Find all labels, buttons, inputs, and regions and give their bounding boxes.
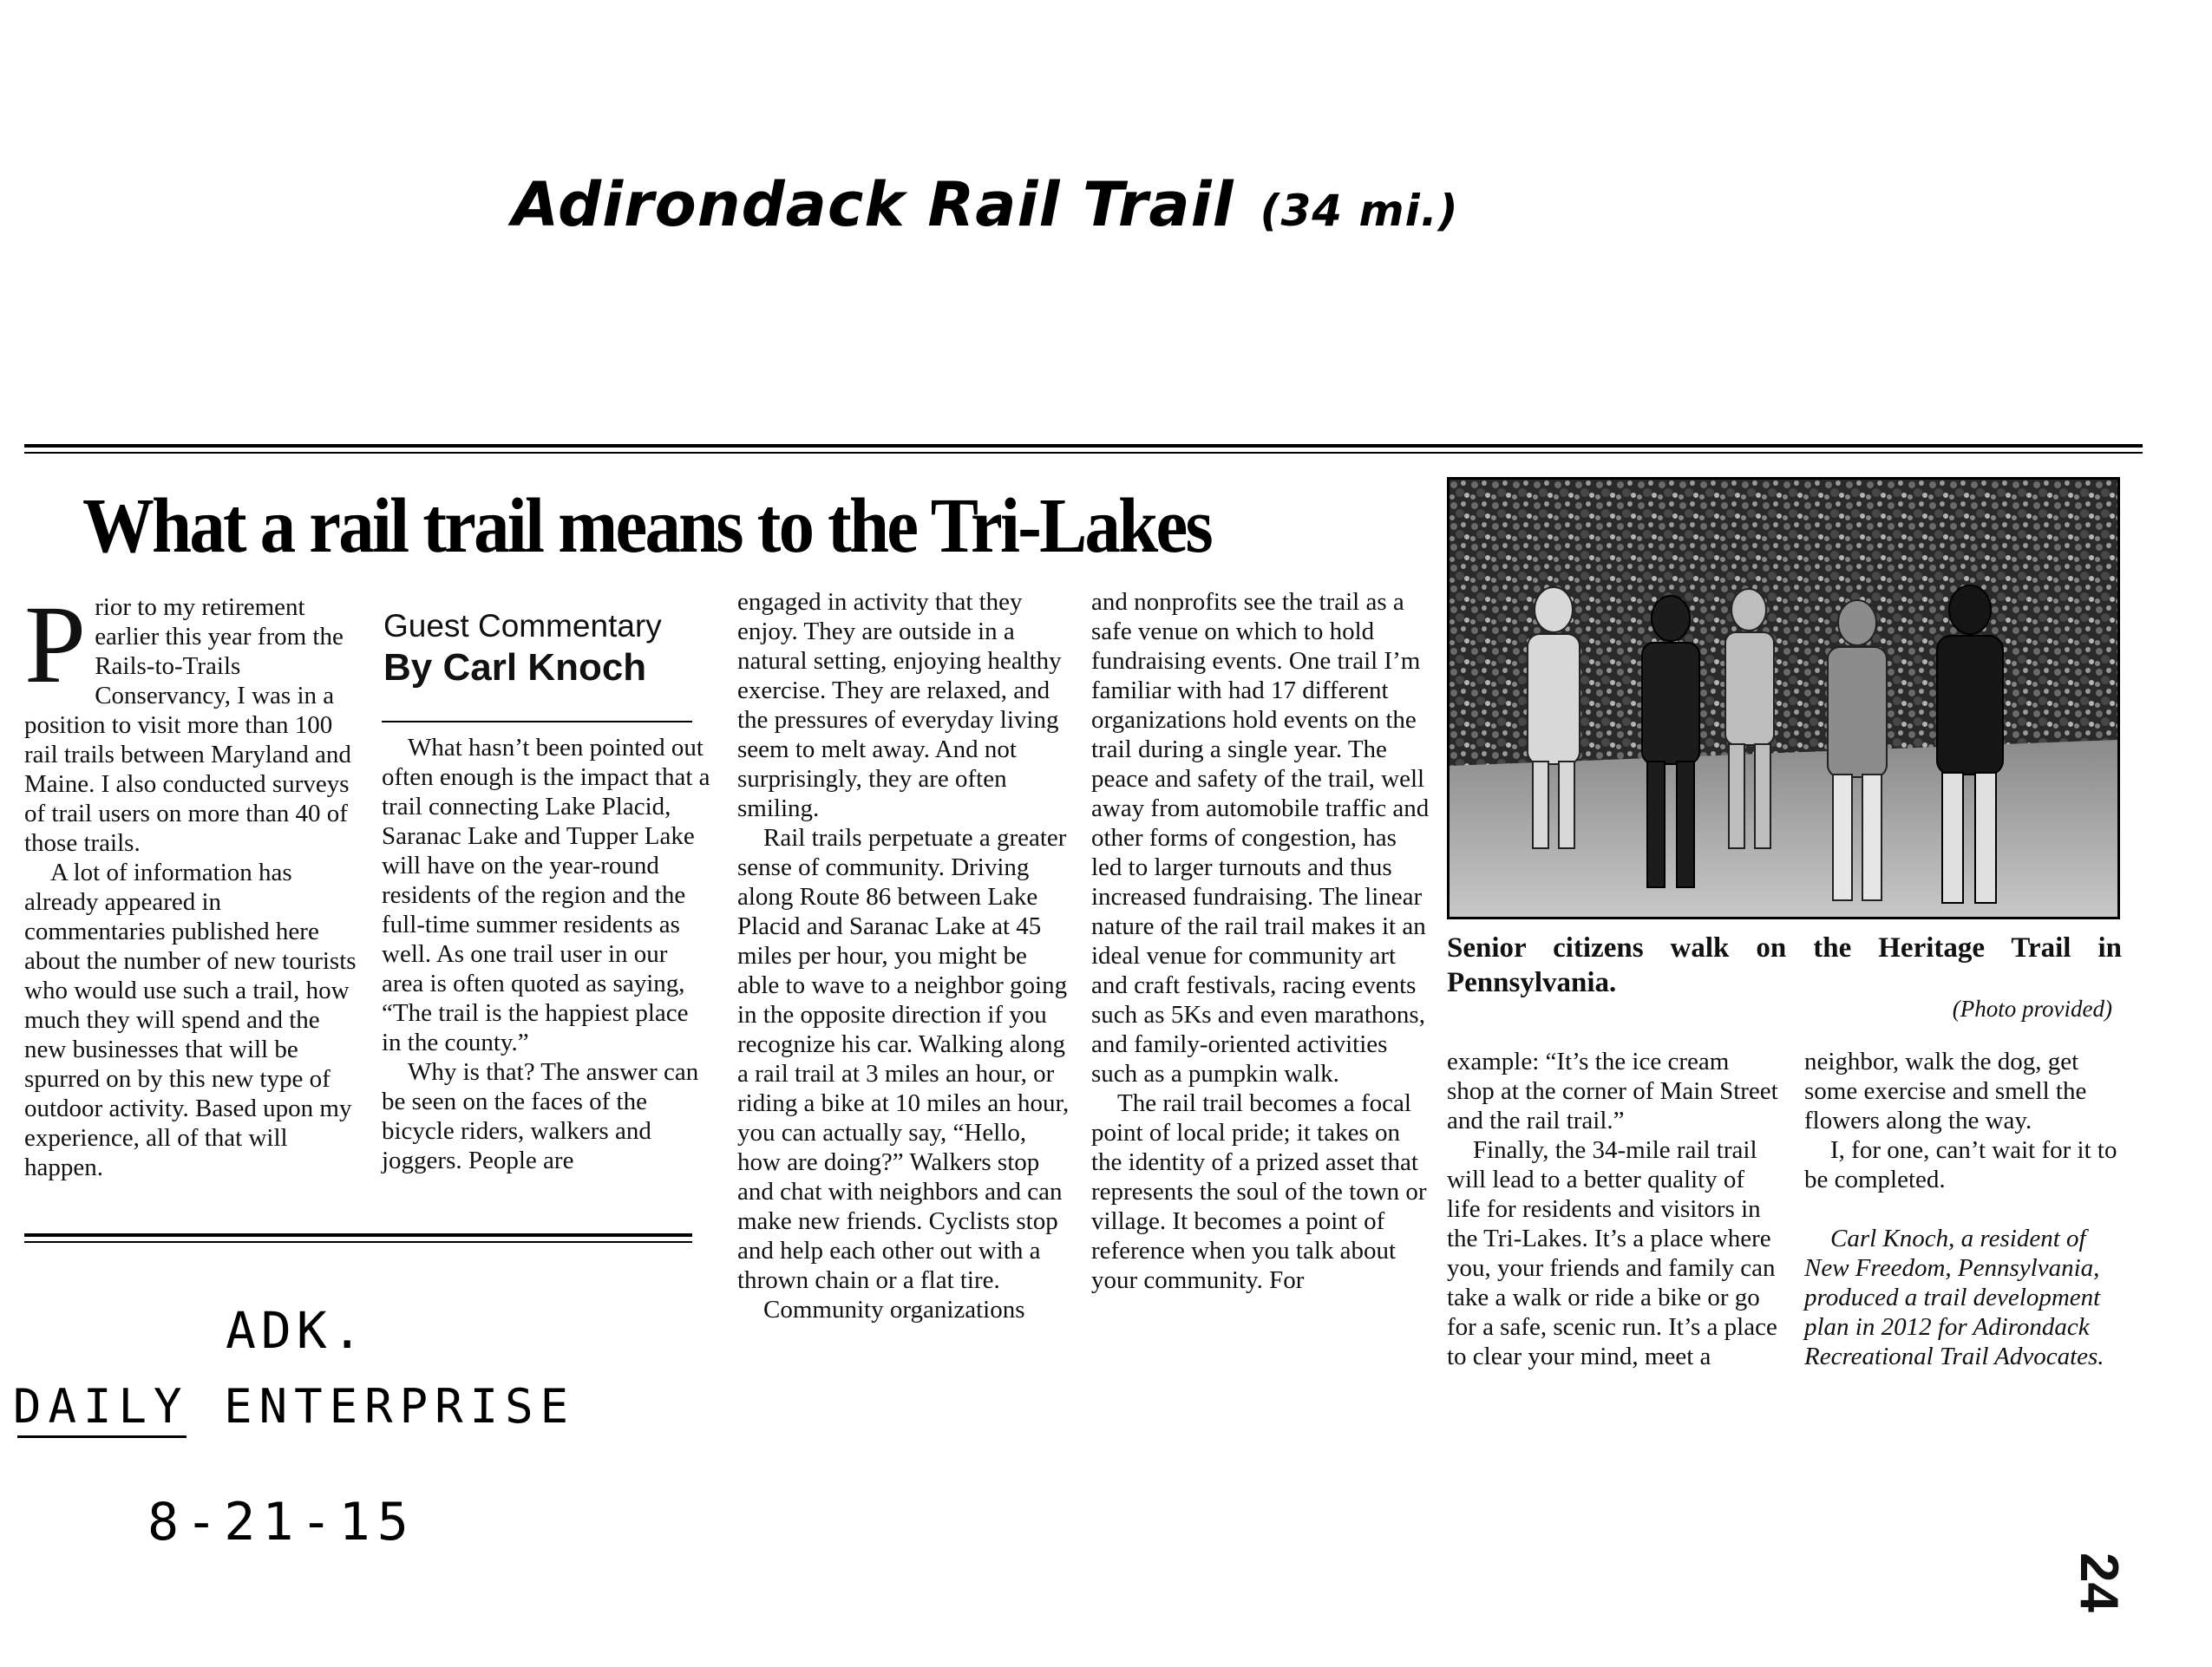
article-photo	[1447, 477, 2120, 919]
handwritten-paper: DAILY ENTERPRISE	[13, 1379, 576, 1434]
headline: What a rail trail means to the Tri-Lakes	[82, 483, 1211, 569]
article-column-5	[1447, 1047, 1781, 1371]
article-column-2	[382, 733, 711, 1175]
paragraph: What hasn’t been pointed out often enough is the impact that a trail connecting Lake Placid, Saranac Lake and Tupper Lake will have on the year-round residents of the region and the full-time summer residents as well. As one trail user in our area is often quoted as saying, “The trail is the happiest place in the county.”	[382, 734, 710, 1056]
paragraph: rior to my retirement earlier this year from the Rails-to-Trails Conservancy, I was in a position to visit more than 100 rail trails between Maryland and Maine. I also conducted surveys of trail users on more than 40 of those trails.	[24, 593, 351, 857]
article-column-4	[1091, 587, 1430, 1295]
paragraph: Community organizations	[763, 1296, 1025, 1324]
trail-length: (34 mi.)	[1260, 186, 1459, 236]
article-column-3	[737, 587, 1071, 1324]
byline-author: By Carl Knoch	[383, 646, 647, 689]
handwritten-date: 8-21-15	[147, 1492, 416, 1553]
paragraph: engaged in activity that they enjoy. They are outside in a natural setting, enjoying healthy exercise. They are relaxed, and the pressures of everyday living seem to melt away. And not surprisingly, they are often smiling.	[737, 588, 1062, 822]
paragraph: Why is that? The answer can be seen on the faces of the bicycle riders, walkers and joggers. People are	[382, 1058, 699, 1174]
byline	[383, 607, 696, 690]
article-column-6	[1804, 1047, 2134, 1371]
top-rule	[24, 444, 2143, 448]
handwritten-source: ADK.	[226, 1301, 368, 1360]
photo-credit: (Photo provided)	[1952, 996, 2112, 1022]
author-bio: Carl Knoch, a resident of New Freedom, Pennsylvania, produced a trail development plan in 2012 for Adirondack Recreational Trail Advocates.	[1804, 1225, 2104, 1370]
paragraph: The rail trail becomes a focal point of local pride; it takes on the identity of a prized asset that represents the soul of the town or village. It becomes a point of reference when you talk about your community. For	[1091, 1089, 1427, 1294]
paragraph: Rail trails perpetuate a greater sense of community. Driving along Route 86 between Lake Placid and Saranac Lake at 45 miles per hour, you might be able to wave to a neighbor going in the opposite direction if you recognize his car. Walking along a rail trail at 3 miles an hour, or riding a bike at 10 miles an hour, you can actually say, “Hello, how are doing?” Walkers stop and chat with neighbors and can make new friends. Cyclists stop and help each other out with a thrown chain or a flat tire.	[737, 824, 1070, 1294]
walkers-photo	[1450, 480, 2117, 917]
byline-rule	[382, 721, 692, 722]
handwritten-underline	[17, 1435, 187, 1438]
paragraph: A lot of information has already appeared in commentaries published here about the number of new tourists who would use such a trail, how much they will spend and the new businesses that will be spurred on by this new type of outdoor activity. Based upon my experience, all of that will happen.	[24, 859, 357, 1181]
byline-kicker: Guest Commentary	[383, 608, 662, 644]
paragraph: I, for one, can’t wait for it to be completed.	[1804, 1136, 2117, 1193]
photo-caption: Senior citizens walk on the Heritage Trail in Pennsylvania.	[1447, 932, 2122, 998]
paragraph: Finally, the 34-mile rail trail will lead to a better quality of life for residents and visitors in the Tri-Lakes. It’s a place where you, your friends and family can take a walk or ride a bike or go for a safe, scenic run. It’s a place to clear your mind, meet a	[1447, 1136, 1777, 1370]
drop-cap: P	[24, 583, 87, 706]
bottom-rule	[24, 1233, 692, 1237]
bottom-rule-thin	[24, 1241, 692, 1243]
section-title-text: Adirondack Rail Trail	[512, 169, 1234, 240]
top-rule-thin	[24, 452, 2143, 454]
section-title	[512, 169, 1459, 240]
paragraph: example: “It’s the ice cream shop at the corner of Main Street and the rail trail.”	[1447, 1048, 1778, 1134]
paragraph: neighbor, walk the dog, get some exercise and smell the flowers along the way.	[1804, 1048, 2087, 1134]
paragraph: and nonprofits see the trail as a safe venue on which to hold fundraising events. One trail I’m familiar with had 17 different organizations hold events on the trail during a single year. The peace and safety of the trail, well away from automobile traffic and other forms of congestion, has led to larger turnouts and thus increased fundraising. The linear nature of the rail trail makes it an ideal venue for community art and craft festivals, racing events such as 5Ks and even marathons, and family-oriented activities such as a pumpkin walk.	[1091, 588, 1430, 1088]
article-column-1	[24, 583, 367, 1182]
page-number: 24	[2069, 1553, 2129, 1612]
